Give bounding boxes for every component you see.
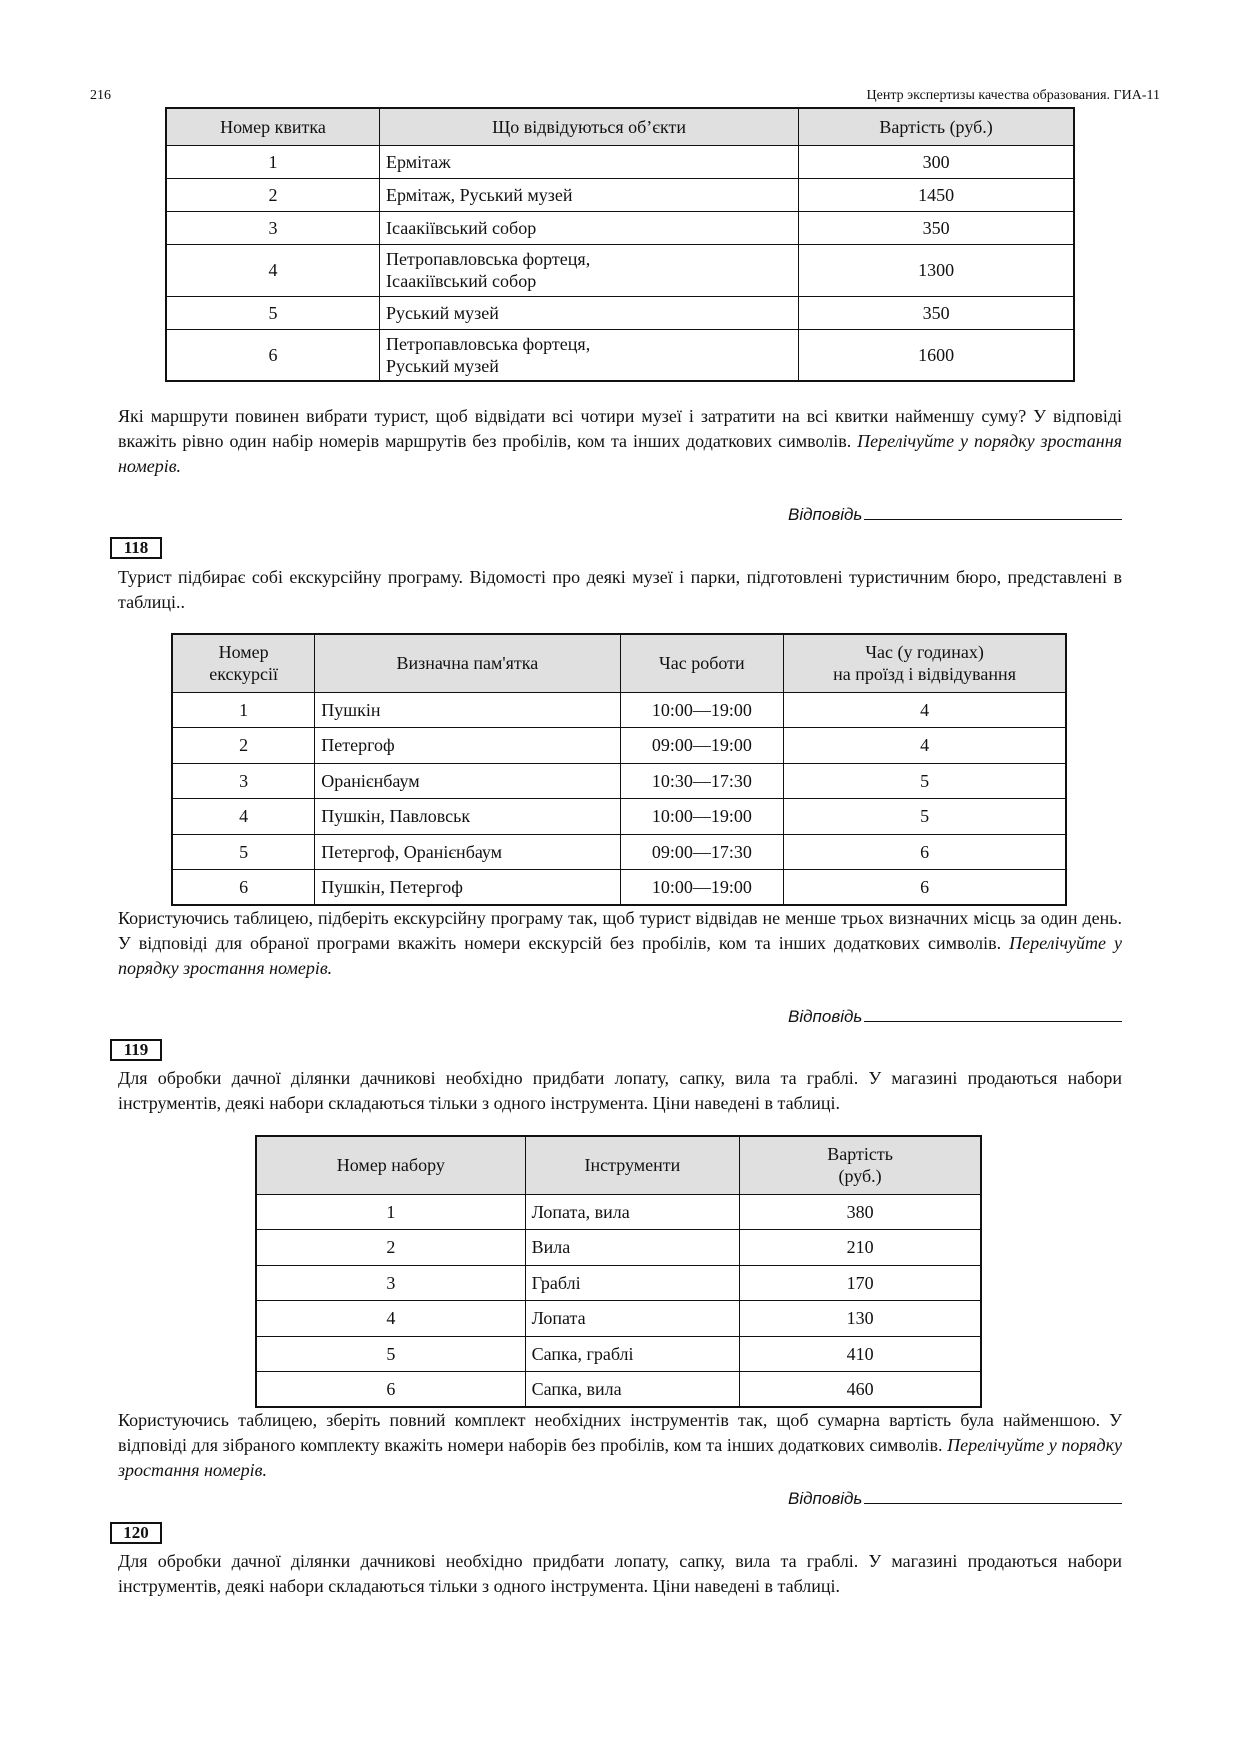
landmark-cell: Петергоф, Оранієнбаум [315,834,620,870]
tools-cell: Лопата [525,1301,740,1337]
table-header-row [166,108,1074,145]
set-price-cell: 170 [740,1265,981,1301]
answer-field-119[interactable] [788,1486,1128,1509]
excursion-number-cell: 4 [172,799,315,835]
ticket-price-cell: 350 [799,211,1074,244]
travel-time-cell: 6 [784,834,1066,870]
question-number-119: 119 [110,1039,162,1061]
ticket-price-cell: 350 [799,296,1074,329]
travel-time-cell: 4 [784,692,1066,728]
object-line: Петропавловська фортеця, [386,333,591,354]
table-header-row [172,634,1066,692]
question-118-text [118,906,1122,981]
question-120-intro: Для обробки дачної ділянки дачникові необхідно придбати лопату, сапку, вила та граблі. У магазині продаються набори інструментів, деякі набори складаються тільки з одного інструмента. Ціни наведені в таблиці. [118,1551,1122,1596]
landmark-cell: Пушкін, Павловськ [315,799,620,835]
set-number-cell: 2 [256,1230,525,1266]
tools-cell: Сапка, вила [525,1372,740,1408]
table-row [172,870,1066,906]
running-title: Центр экспертизы качества образования. ГИА-11 [866,88,1160,103]
ticket-number-cell: 3 [166,211,380,244]
travel-time-cell: 6 [784,870,1066,906]
set-price-cell: 210 [740,1230,981,1266]
landmark-cell: Пушкін [315,692,620,728]
answer-field-118[interactable] [788,1004,1128,1027]
question-number-120: 120 [110,1522,162,1544]
question-119-text [118,1408,1122,1483]
set-price-cell: 410 [740,1336,981,1372]
ticket-number-cell: 5 [166,296,380,329]
set-number-cell: 6 [256,1372,525,1408]
column-header: Вартість (руб.) [799,108,1074,145]
question-instruction: Перелічуйте у порядку зростання номерів. [118,933,1123,978]
working-hours-cell: 09:00—19:00 [620,728,784,764]
table-row [256,1372,981,1408]
set-price-cell: 460 [740,1372,981,1408]
column-header: Час роботи [620,634,784,692]
table-row [256,1301,981,1337]
working-hours-cell: 10:00—19:00 [620,692,784,728]
ticket-objects-cell [380,244,799,296]
landmark-cell: Пушкін, Петергоф [315,870,620,906]
answer-line[interactable] [864,1004,1122,1022]
column-header: Номер набору [256,1136,525,1194]
table-row [256,1336,981,1372]
ticket-objects-cell [380,296,799,329]
table-row [166,145,1074,178]
working-hours-cell: 10:30—17:30 [620,763,784,799]
table-row [256,1230,981,1266]
question-instruction: Перелічуйте у порядку зростання номерів. [118,1435,1122,1480]
object-line: Ермітаж, Руський музей [386,184,573,205]
question-117-text [118,404,1122,479]
ticket-price-cell: 1600 [799,329,1074,381]
answer-line[interactable] [864,1486,1122,1504]
object-line: Руський музей [386,355,499,376]
question-number-118: 118 [110,537,162,559]
answer-label: Відповідь [788,1489,863,1508]
answer-line[interactable] [864,502,1122,520]
working-hours-cell: 10:00—19:00 [620,870,784,906]
object-line: Петропавловська фортеця, [386,249,591,269]
landmark-cell: Петергоф [315,728,620,764]
column-header: Інструменти [525,1136,740,1194]
table-row [172,728,1066,764]
working-hours-cell: 09:00—17:30 [620,834,784,870]
question-119-intro: Для обробки дачної ділянки дачникові необхідно придбати лопату, сапку, вила та граблі. У магазині продаються набори інструментів, деякі набори складаються тільки з одного інструмента. Ціни наведені в таблиці. [118,1068,1122,1113]
set-price-cell: 130 [740,1301,981,1337]
column-header: Номер екскурсії [172,634,315,692]
ticket-number-cell: 2 [166,178,380,211]
object-line: Ермітаж [386,151,451,172]
excursion-number-cell: 6 [172,870,315,906]
table-row [166,244,1074,296]
table-row [166,178,1074,211]
table-row [166,296,1074,329]
set-number-cell: 4 [256,1301,525,1337]
excursion-number-cell: 2 [172,728,315,764]
object-line: Ісаакіївський собор [386,217,537,238]
set-number-cell: 1 [256,1194,525,1230]
tools-cell: Лопата, вила [525,1194,740,1230]
ticket-objects-cell [380,145,799,178]
ticket-objects-cell [380,329,799,381]
ticket-price-cell: 1450 [799,178,1074,211]
table-row [166,211,1074,244]
travel-time-cell: 5 [784,763,1066,799]
ticket-price-cell: 1300 [799,244,1074,296]
answer-field-117[interactable] [788,502,1128,525]
table-row [172,799,1066,835]
tools-cell: Граблі [525,1265,740,1301]
table-row [172,692,1066,728]
ticket-number-cell: 4 [166,244,380,296]
question-text: Користуючись таблицею, зберіть повний комплект необхідних інструментів так, щоб сумарна вартість була найменшою. У відповіді для зібраного комплекту вкажіть номери наборів без пробілів, ком та інших додаткових символів. [118,1410,1122,1455]
travel-time-cell: 5 [784,799,1066,835]
set-price-cell: 380 [740,1194,981,1230]
column-header: Час (у годинах) на проїзд і відвідування [784,634,1066,692]
question-118-intro: Турист підбирає собі екскурсійну програму. Відомості про деякі музеї і парки, підготовлені туристичним бюро, представлені в таблиці.. [118,567,1122,612]
tools-cell: Сапка, граблі [525,1336,740,1372]
table-row [172,834,1066,870]
tickets-table [165,107,1075,382]
question-text: Які маршрути повинен вибрати турист, щоб відвідати всі чотири музеї і затратити на всі квитки найменшу суму? У відповіді вкажіть рівно один набір номерів маршрутів без пробілів, ком та інших додаткових символів. [118,406,1122,451]
page-number: 216 [90,88,111,103]
travel-time-cell: 4 [784,728,1066,764]
excursion-number-cell: 1 [172,692,315,728]
table-header-row [256,1136,981,1194]
column-header: Що відвідуються об’єкти [380,108,799,145]
working-hours-cell: 10:00—19:00 [620,799,784,835]
set-number-cell: 3 [256,1265,525,1301]
question-instruction: Перелічуйте у порядку зростання номерів. [118,431,1122,476]
tool-sets-table [255,1135,982,1408]
table-row [256,1265,981,1301]
ticket-objects-cell [380,211,799,244]
ticket-number-cell: 1 [166,145,380,178]
column-header: Номер квитка [166,108,380,145]
column-header: Визначна пам'ятка [315,634,620,692]
answer-label: Відповідь [788,505,863,524]
table-row [256,1194,981,1230]
tools-cell: Вила [525,1230,740,1266]
question-text: Користуючись таблицею, підберіть екскурсійну програму так, щоб турист відвідав не менше трьох визначних місць за один день. У відповіді для обраної програми вкажіть номери екскурсій без пробілів, ком та інших додаткових символів. [118,908,1122,953]
excursion-number-cell: 5 [172,834,315,870]
object-line: Руський музей [386,302,499,323]
set-number-cell: 5 [256,1336,525,1372]
landmark-cell: Оранієнбаум [315,763,620,799]
excursions-table [171,633,1067,906]
object-line: Ісаакіївський собор [386,271,537,291]
ticket-price-cell: 300 [799,145,1074,178]
answer-label: Відповідь [788,1007,863,1026]
table-row [166,329,1074,381]
ticket-objects-cell [380,178,799,211]
column-header: Вартість (руб.) [740,1136,981,1194]
excursion-number-cell: 3 [172,763,315,799]
ticket-number-cell: 6 [166,329,380,381]
table-row [172,763,1066,799]
